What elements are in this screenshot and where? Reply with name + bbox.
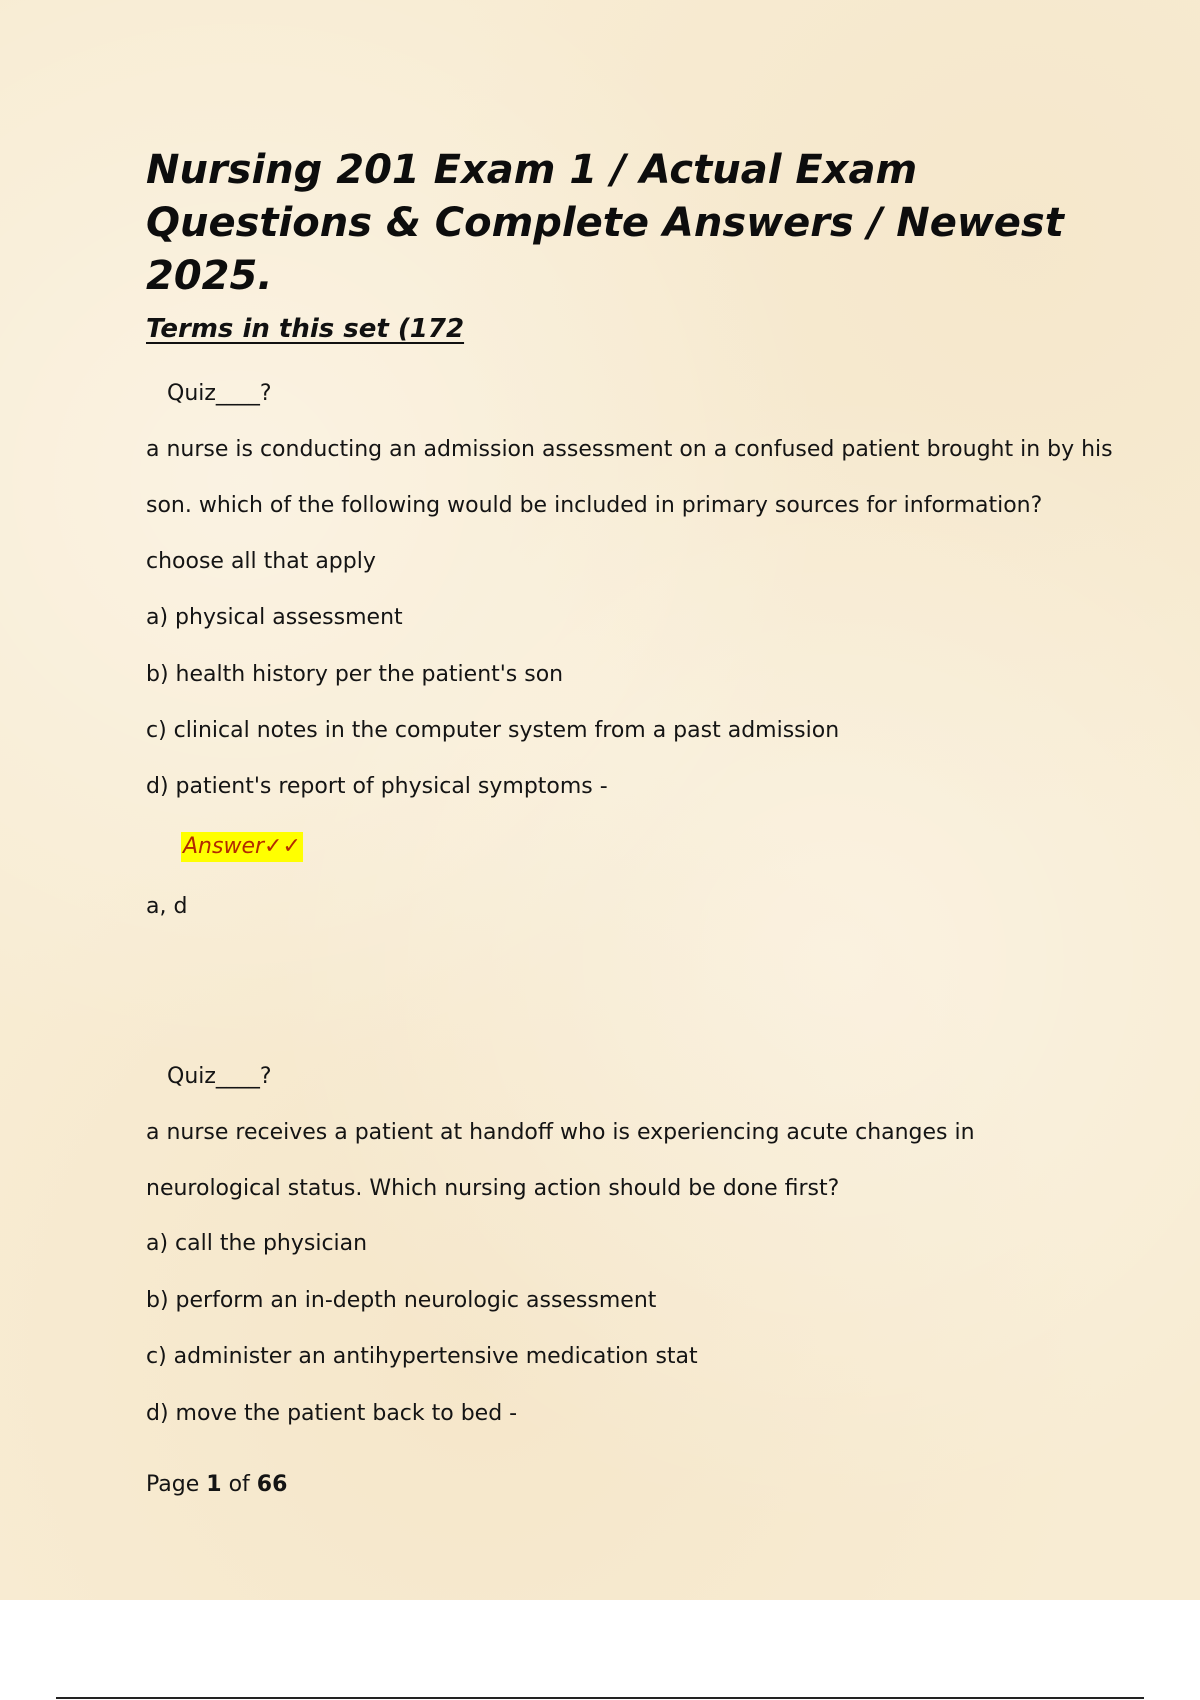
- question-2-text-line-2: neurological status. Which nursing action should be done first?: [146, 1176, 840, 1201]
- page-number: [146, 1470, 287, 1500]
- answer-label: Answer: [183, 834, 265, 859]
- question-2-option-a: a) call the physician: [146, 1231, 368, 1256]
- terms-heading: Terms in this set (172: [146, 314, 465, 344]
- question-2-label: Quiz____?: [167, 1064, 272, 1089]
- question-1-option-d: d) patient's report of physical symptoms -: [146, 774, 608, 799]
- total-pages-number: 66: [256, 1472, 288, 1497]
- question-2-option-c: c) administer an antihypertensive medication stat: [146, 1344, 698, 1369]
- question-1-answer: a, d: [146, 894, 188, 919]
- question-1-option-b: b) health history per the patient's son: [146, 662, 564, 687]
- question-1-text-line-2: son. which of the following would be included in primary sources for information?: [146, 493, 1043, 518]
- question-1-option-c: c) clinical notes in the computer system from a past admission: [146, 718, 840, 743]
- double-check-icon: ✓✓: [264, 834, 301, 859]
- question-1-text-line-1: a nurse is conducting an admission assessment on a confused patient brought in by his: [146, 437, 1113, 462]
- question-2-text-line-1: a nurse receives a patient at handoff who is experiencing acute changes in: [146, 1120, 975, 1145]
- question-1-text-line-3: choose all that apply: [146, 549, 376, 574]
- of-word: of: [228, 1472, 250, 1497]
- question-1-label: Quiz____?: [167, 381, 272, 406]
- page-word: Page: [146, 1472, 200, 1497]
- page-divider: [56, 1697, 1144, 1699]
- question-2-option-b: b) perform an in-depth neurologic assessment: [146, 1288, 657, 1313]
- answer-highlight: [181, 832, 303, 862]
- current-page-number: 1: [206, 1472, 222, 1497]
- document-title: Nursing 201 Exam 1 / Actual Exam Questions & Complete Answers / Newest 2025.: [146, 147, 1064, 299]
- question-1-option-a: a) physical assessment: [146, 605, 403, 630]
- question-2-option-d: d) move the patient back to bed -: [146, 1401, 518, 1426]
